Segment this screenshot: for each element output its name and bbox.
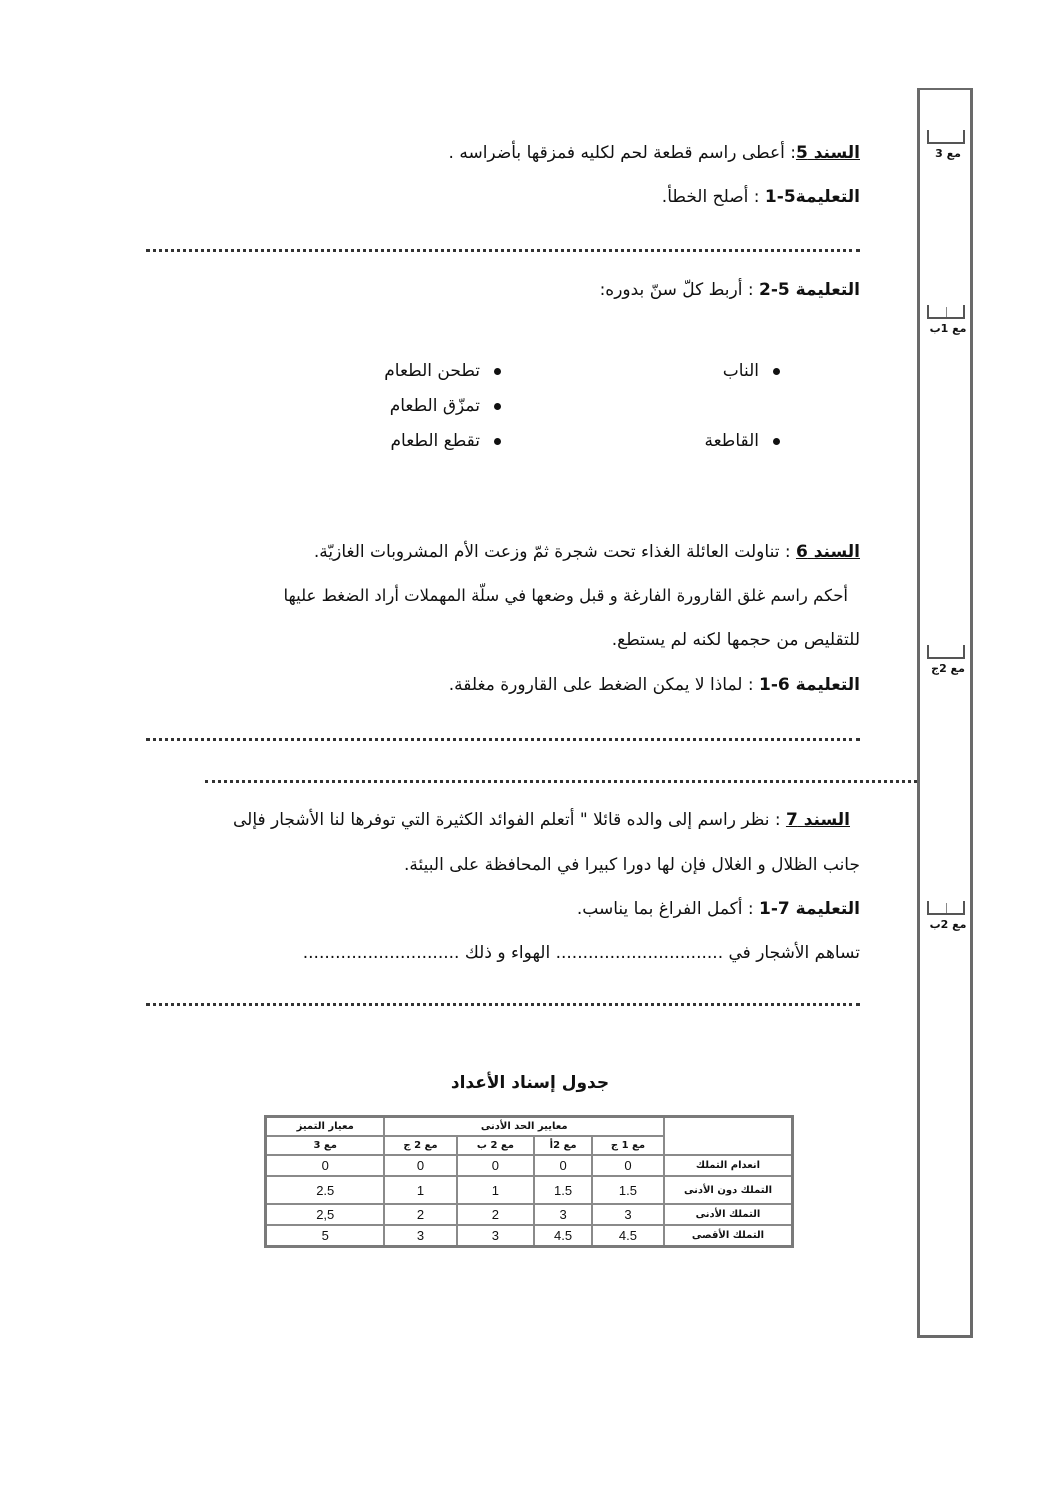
sanad7-text: : نظر راسم إلى والده قائلا " أتعلم الفوائد الكثيرة التي توفرها لنا الأشجار فإلى bbox=[232, 810, 786, 830]
score-box-2 bbox=[924, 305, 972, 335]
fill-in-sentence[interactable]: تساهم الأشجار في ............................... الهواء و ذلك ............................. bbox=[302, 943, 860, 963]
role-label: تطحن الطعام bbox=[384, 361, 480, 381]
table-header-row bbox=[266, 1117, 793, 1137]
table-cell: 0 bbox=[266, 1155, 385, 1176]
table-row bbox=[266, 1204, 793, 1225]
table-cell: 5 bbox=[266, 1225, 385, 1247]
table-cell: 3 bbox=[457, 1225, 535, 1247]
role-item[interactable] bbox=[391, 431, 501, 451]
sanad5-line bbox=[449, 143, 860, 163]
score-bracket bbox=[927, 130, 965, 144]
table-cell: 1 bbox=[384, 1176, 456, 1204]
grading-margin bbox=[917, 88, 973, 1338]
bullet-icon bbox=[494, 368, 501, 375]
bullet-icon bbox=[773, 368, 780, 375]
row-label: انعدام التملك bbox=[664, 1155, 793, 1176]
answer-line[interactable] bbox=[146, 249, 860, 252]
table-cell: 3 bbox=[592, 1204, 664, 1225]
table-row bbox=[266, 1176, 793, 1204]
column-header: مع 1 ج bbox=[592, 1136, 664, 1155]
instruction-5-2-label: التعليمة 5-2 bbox=[759, 280, 860, 300]
table-cell: 0 bbox=[534, 1155, 592, 1176]
grade-table bbox=[264, 1115, 794, 1248]
table-cell: 2,5 bbox=[266, 1204, 385, 1225]
answer-line[interactable] bbox=[146, 1003, 860, 1006]
table-cell: 2.5 bbox=[266, 1176, 385, 1204]
role-item[interactable] bbox=[384, 361, 501, 381]
bullet-icon bbox=[773, 438, 780, 445]
tooth-item[interactable] bbox=[704, 431, 780, 451]
score-bracket bbox=[927, 901, 965, 915]
score-bracket bbox=[927, 305, 965, 319]
table-cell: 1.5 bbox=[592, 1176, 664, 1204]
score-label: مع 1ب bbox=[929, 322, 967, 335]
min-criteria-header: معايير الحد الأدنى bbox=[384, 1117, 664, 1137]
excellence-criteria-header: معيار التميز bbox=[266, 1117, 385, 1137]
table-cell: 1 bbox=[457, 1176, 535, 1204]
table-row bbox=[266, 1155, 793, 1176]
table-cell: 2 bbox=[384, 1204, 456, 1225]
column-header: مع 3 bbox=[266, 1136, 385, 1155]
sanad6-line-3: للتقليص من حجمها لكنه لم يستطع. bbox=[611, 630, 860, 650]
sanad7-line-2: جانب الظلال و الغلال فإن لها دورا كبيرا في المحافظة على البيئة. bbox=[404, 855, 860, 875]
table-cell: 3 bbox=[384, 1225, 456, 1247]
bullet-icon bbox=[494, 438, 501, 445]
row-label: التملك الأدنى bbox=[664, 1204, 793, 1225]
table-cell: 1.5 bbox=[534, 1176, 592, 1204]
bullet-icon bbox=[494, 403, 501, 410]
table-row bbox=[266, 1225, 793, 1247]
instruction-6-1 bbox=[449, 675, 860, 695]
tooth-label: القاطعة bbox=[704, 431, 759, 451]
instruction-7-1 bbox=[577, 899, 860, 919]
score-label: مع 3 bbox=[935, 147, 961, 160]
column-header: مع 2أ bbox=[534, 1136, 592, 1155]
score-box-4 bbox=[924, 901, 972, 931]
table-cell: 4.5 bbox=[534, 1225, 592, 1247]
answer-line[interactable] bbox=[146, 738, 860, 741]
table-cell: 0 bbox=[457, 1155, 535, 1176]
tooth-label: الناب bbox=[722, 361, 759, 381]
instruction-5-2-text: : أربط كلّ سنّ بدوره: bbox=[599, 280, 759, 300]
instruction-7-1-label: التعليمة 7-1 bbox=[759, 899, 860, 919]
row-label: التملك الأقصى bbox=[664, 1225, 793, 1247]
sanad7-title: السند 7 bbox=[785, 810, 850, 830]
score-label: مع 2ب bbox=[929, 918, 967, 931]
role-item[interactable] bbox=[390, 396, 501, 416]
instruction-5-1-label: التعليمة5-1 bbox=[764, 187, 860, 207]
instruction-5-1 bbox=[662, 187, 860, 207]
row-label: التملك دون الأدنى bbox=[664, 1176, 793, 1204]
column-header: مع 2 ج bbox=[384, 1136, 456, 1155]
corner-cell bbox=[664, 1117, 793, 1156]
role-label: تمزّق الطعام bbox=[389, 396, 480, 416]
score-box-1 bbox=[924, 130, 972, 160]
table-cell: 0 bbox=[592, 1155, 664, 1176]
instruction-6-1-text: : لماذا لا يمكن الضغط على القارورة مغلقة. bbox=[448, 675, 759, 695]
sanad5-text: : أعطى راسم قطعة لحم لكليه فمزقها بأضراسه . bbox=[448, 143, 796, 163]
sanad6-title: السند 6 bbox=[795, 542, 860, 562]
instruction-7-1-text: : أكمل الفراغ بما يناسب. bbox=[576, 899, 759, 919]
grade-table-title: جدول إسناد الأعداد bbox=[450, 1073, 610, 1093]
sanad6-line-2: أحكم راسم غلق القارورة الفارغة و قبل وضعها في سلّة المهملات أراد الضغط عليها bbox=[283, 586, 848, 605]
role-label: تقطع الطعام bbox=[390, 431, 480, 451]
score-box-3 bbox=[924, 645, 972, 675]
column-header: مع 2 ب bbox=[457, 1136, 535, 1155]
sanad5-title: السند 5 bbox=[795, 143, 860, 163]
table-cell: 0 bbox=[384, 1155, 456, 1176]
sanad6-line bbox=[314, 542, 860, 562]
table-cell: 2 bbox=[457, 1204, 535, 1225]
sanad7-line bbox=[233, 810, 850, 830]
tooth-item[interactable] bbox=[723, 361, 780, 381]
table-cell: 3 bbox=[534, 1204, 592, 1225]
table-cell: 4.5 bbox=[592, 1225, 664, 1247]
instruction-5-2 bbox=[600, 280, 860, 300]
instruction-6-1-label: التعليمة 6-1 bbox=[759, 675, 860, 695]
answer-line[interactable] bbox=[205, 780, 917, 783]
sanad6-text: : تناولت العائلة الغذاء تحت شجرة ثمّ وزعت الأم المشروبات الغازيّة. bbox=[313, 542, 796, 562]
score-label: مع 2ج bbox=[931, 662, 965, 675]
instruction-5-1-text: : أصلح الخطأ. bbox=[661, 187, 765, 207]
score-bracket bbox=[927, 645, 965, 659]
